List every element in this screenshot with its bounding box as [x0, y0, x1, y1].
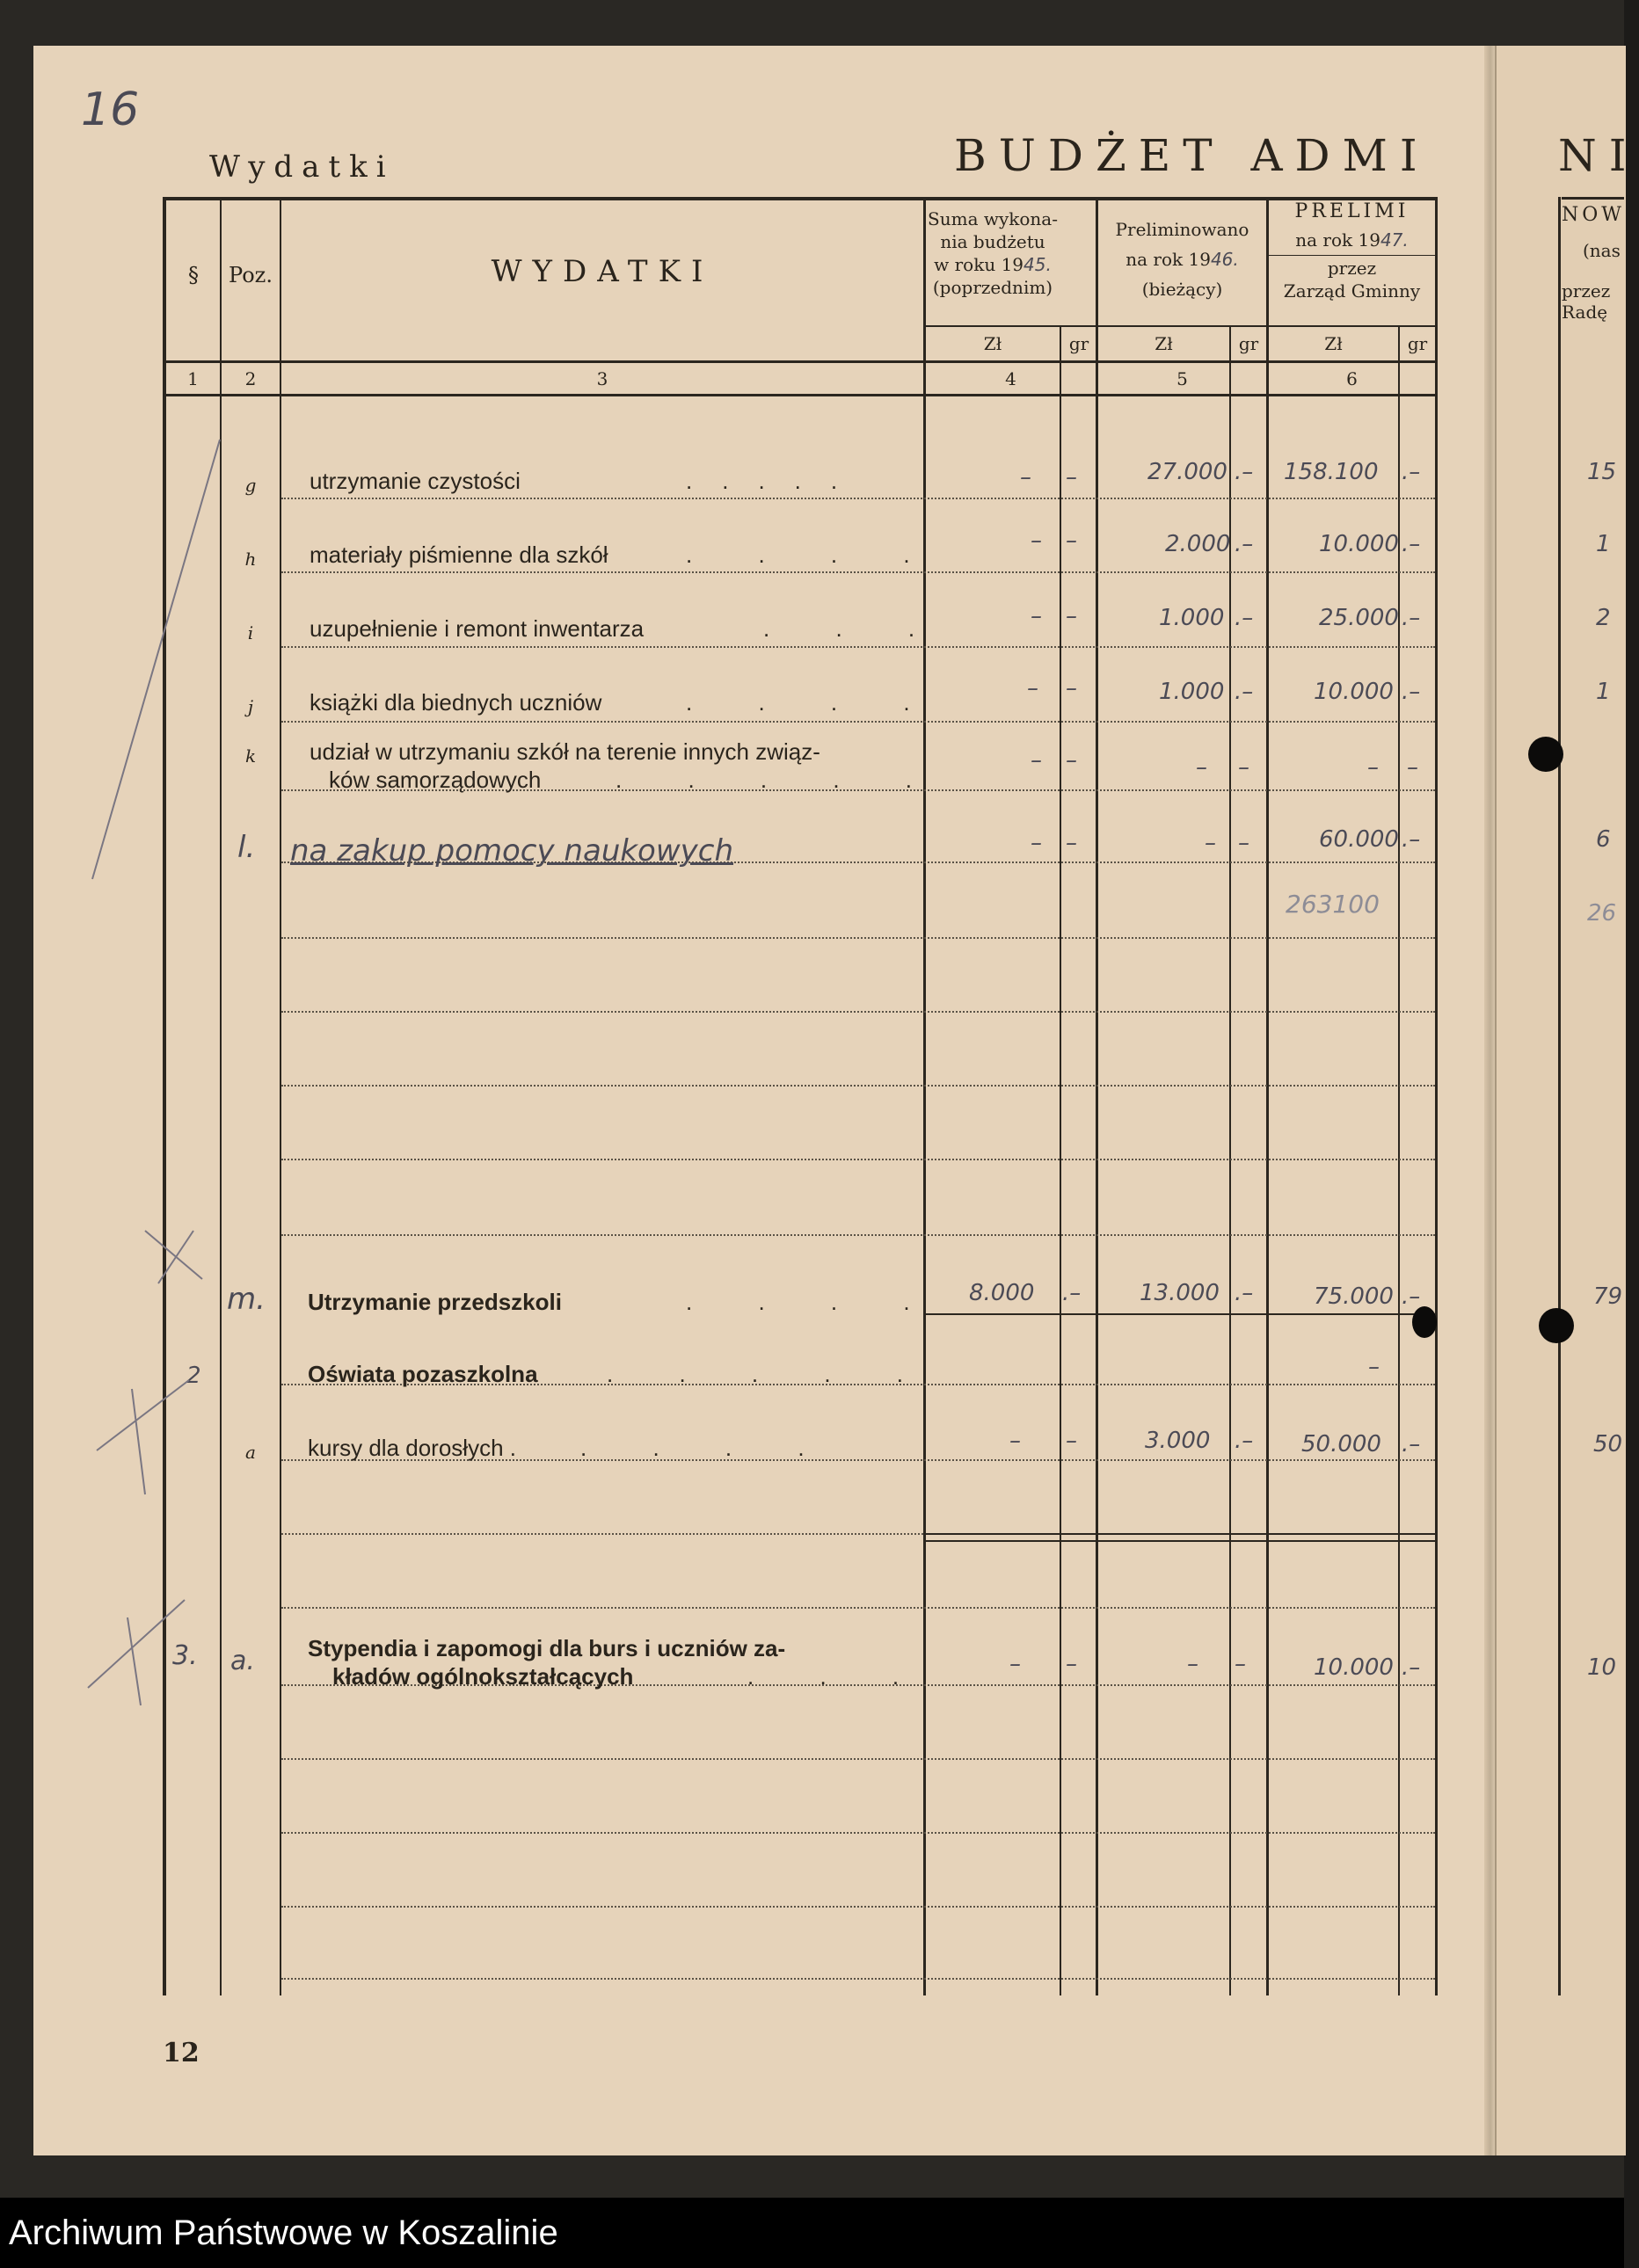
header-rule	[163, 360, 1438, 363]
cell-c4: –	[1009, 1651, 1021, 1677]
col-divider	[1060, 325, 1061, 1995]
cell-c5: –	[1196, 754, 1207, 781]
row-pos: i	[247, 622, 254, 643]
unit-zl: Zł	[1324, 333, 1343, 354]
leader-dots: . . . . .	[607, 1361, 934, 1387]
unit-gr: gr	[1238, 333, 1259, 354]
row-label-cont: kładów ogólnokształcących	[332, 1663, 634, 1690]
next-page-value: 26	[1587, 900, 1617, 927]
cell-c5: 27.000	[1147, 459, 1227, 485]
cell-c5: –	[1187, 1651, 1198, 1677]
leader-dots: . . .	[763, 615, 945, 642]
next-page-title: NI	[1558, 130, 1639, 181]
row-pos: a	[245, 1442, 256, 1463]
cell-c6gr: .–	[1402, 826, 1421, 853]
corner-label: Wydatki	[209, 149, 395, 185]
cell-c5: –	[1205, 830, 1216, 856]
cell-c6: 50.000	[1301, 1431, 1381, 1457]
header-col6-text: na rok 19	[1295, 229, 1380, 251]
row-pos: h	[244, 549, 257, 570]
archive-caption: Archiwum Państwowe w Koszalinie	[0, 2198, 1624, 2268]
cell-c5gr: –	[1238, 830, 1249, 856]
row-label: materiały piśmienne dla szkół	[310, 542, 608, 568]
row-guide	[281, 1085, 1435, 1087]
header-col6-sub: przez	[1327, 258, 1377, 279]
row-guide	[281, 646, 1435, 648]
double-rule	[923, 1540, 1435, 1542]
leader-dots: . . . .	[686, 689, 940, 716]
pencil-marks	[35, 387, 264, 1723]
header-items: WYDATKI	[491, 254, 714, 289]
cell-c4: –	[1031, 603, 1042, 629]
cell-c6: 10.000	[1319, 531, 1399, 557]
next-page-value: 1	[1596, 531, 1611, 557]
row-guide	[281, 1159, 1435, 1160]
header-col4-text: w roku 19	[934, 254, 1024, 275]
cell-c6: 75.000	[1314, 1283, 1394, 1310]
leader-dots: . . . .	[686, 542, 940, 568]
cell-c4gr: –	[1066, 675, 1077, 701]
cell-c6gr: .–	[1402, 1654, 1421, 1681]
row-label: utrzymanie czystości	[310, 468, 521, 494]
cell-c4: –	[1020, 464, 1031, 491]
cell-c5: 2.000	[1165, 531, 1231, 557]
header-col5-line: (bieżący)	[1141, 279, 1223, 300]
header-col4-line: (poprzednim)	[932, 277, 1053, 298]
binder-hole	[1412, 1306, 1437, 1338]
next-page-value: 10	[1587, 1654, 1617, 1681]
row-label: Stypendia i zapomogi dla burs i uczniów za-	[308, 1635, 786, 1661]
col-number: 3	[596, 368, 608, 389]
leader-dots: . . .	[747, 1663, 929, 1690]
binder-hole	[1539, 1308, 1574, 1343]
col-number: 6	[1346, 368, 1358, 389]
cell-c4gr: –	[1066, 1428, 1077, 1454]
table-top-rule	[163, 197, 1438, 200]
cell-c4gr: –	[1066, 1651, 1077, 1677]
cell-c6gr: .–	[1402, 531, 1421, 557]
cell-c4: –	[1031, 747, 1042, 774]
cell-c5gr: .–	[1235, 459, 1254, 485]
row-guide	[281, 1533, 923, 1535]
row-label-handwritten: na zakup pomocy naukowych	[290, 833, 734, 869]
row-label: uzupełnienie i remont inwentarza	[310, 615, 645, 642]
row-guide	[281, 1607, 1435, 1609]
cell-c6: 60.000	[1319, 826, 1399, 853]
cell-c5gr: –	[1235, 1651, 1246, 1677]
next-page-value: 1	[1596, 679, 1611, 705]
leader-dots: . . . .	[580, 1435, 834, 1461]
row-guide	[281, 1832, 1435, 1834]
cell-c6: 25.000	[1319, 605, 1399, 631]
next-page-left-rule	[1558, 197, 1561, 1995]
col-number: 5	[1176, 368, 1188, 389]
row-guide	[281, 571, 1435, 573]
next-page-value: 50	[1593, 1431, 1623, 1457]
cell-c4gr: .–	[1062, 1280, 1082, 1306]
row-pos: a.	[230, 1646, 255, 1676]
next-page-value: 2	[1596, 605, 1611, 631]
cell-c6gr: .–	[1402, 605, 1421, 631]
next-page-value: 79	[1593, 1283, 1623, 1310]
colnum-rule	[163, 394, 1438, 396]
unit-zl: Zł	[983, 333, 1002, 354]
col-number: 2	[244, 368, 257, 389]
row-guide	[281, 1906, 1435, 1908]
unit-gr: gr	[1407, 333, 1428, 354]
units-rule	[923, 325, 1438, 327]
col-number: 1	[187, 368, 199, 389]
cell-c5: 1.000	[1159, 679, 1225, 705]
cell-c5gr: .–	[1235, 679, 1254, 705]
cell-c6gr: .–	[1402, 1283, 1421, 1310]
cell-c4: –	[1009, 1428, 1021, 1454]
col-divider	[280, 197, 281, 1995]
header-col4-line: Suma wykona-	[928, 208, 1058, 229]
col-number: 4	[1005, 368, 1016, 389]
header-col4-year: 45.	[1023, 254, 1052, 275]
row-pos: g	[244, 475, 257, 496]
header-col6	[1269, 200, 1435, 302]
header-col4-year-line	[926, 253, 1060, 276]
leader-dots: . . . . .	[616, 767, 943, 793]
cell-c6gr: –	[1407, 754, 1418, 781]
header-col4-line: nia budżetu	[940, 231, 1045, 252]
cell-c4gr: –	[1066, 527, 1077, 554]
cell-c6: –	[1367, 754, 1379, 781]
col-divider	[923, 197, 926, 1995]
cell-c6: –	[1368, 1354, 1380, 1380]
header-col6-sub: Zarząd Gminny	[1283, 280, 1421, 302]
row-pos: j	[247, 696, 254, 717]
header-col4	[926, 207, 1060, 299]
header-col6-year-line	[1269, 229, 1435, 251]
row-guide	[281, 1758, 1435, 1760]
cell-c5: 13.000	[1140, 1280, 1220, 1306]
col6-inner-rule	[1269, 255, 1435, 256]
row-label-cont: ków samorządowych	[329, 767, 542, 793]
leader-dots: . . . .	[686, 1289, 940, 1315]
next-page-header: NOW	[1562, 204, 1625, 226]
folio-mark: 16	[81, 84, 140, 136]
row-label: Utrzymanie przedszkoli	[308, 1289, 562, 1315]
col-divider	[1398, 325, 1400, 1995]
header-col5-year: 46.	[1210, 249, 1239, 270]
row-pos: m.	[227, 1282, 266, 1317]
header-col5-year-line	[1098, 248, 1266, 271]
page-title: BUDŻET ADMI	[954, 130, 1430, 181]
binder-hole	[1528, 737, 1563, 772]
row-guide	[281, 1234, 1435, 1236]
cell-c6gr: .–	[1402, 1431, 1421, 1457]
row-label: kursy dla dorosłych .	[308, 1435, 516, 1461]
cell-c4gr: –	[1066, 830, 1077, 856]
row-pos: l.	[237, 830, 256, 865]
cell-c4gr: –	[1066, 464, 1077, 491]
double-rule	[923, 1533, 1435, 1535]
cell-c4: –	[1031, 527, 1042, 554]
row-guide	[281, 1011, 1435, 1013]
cell-c5gr: –	[1238, 754, 1249, 781]
cell-c4: –	[1031, 830, 1042, 856]
row-guide	[281, 721, 1435, 723]
col-divider	[1266, 197, 1269, 1995]
header-col5-line: Preliminowano	[1115, 219, 1249, 240]
row-pos: k	[244, 745, 257, 767]
next-page-header: Radę	[1562, 302, 1608, 323]
row-label: udział w utrzymaniu szkół na terenie innych związ-	[310, 738, 820, 765]
header-col5-text: na rok 19	[1125, 249, 1211, 270]
header-col6-top: PRELIMI	[1294, 200, 1410, 222]
cell-c6: 158.100	[1284, 459, 1379, 485]
cell-c6gr: .–	[1402, 679, 1421, 705]
cell-c6: 10.000	[1314, 679, 1394, 705]
section-label: Oświata pozaszkolna	[308, 1361, 538, 1387]
row-label: książki dla biednych uczniów	[310, 689, 602, 716]
next-page-header: (nas	[1583, 240, 1621, 261]
unit-zl: Zł	[1155, 333, 1173, 354]
cell-c4: 8.000	[969, 1280, 1035, 1306]
section-number: 3.	[172, 1640, 198, 1671]
cell-c4: –	[1027, 675, 1038, 701]
header-col6-year: 47.	[1380, 229, 1409, 251]
cell-c5: 1.000	[1159, 605, 1225, 631]
cell-c4gr: –	[1066, 747, 1077, 774]
leader-dots: .....	[686, 468, 868, 494]
col-divider	[1096, 197, 1098, 1995]
page-number: 12	[163, 2038, 200, 2068]
col-divider	[1229, 325, 1231, 1995]
table-right-rule	[1435, 197, 1438, 1995]
cell-c6: 10.000	[1314, 1654, 1394, 1681]
cell-c5: 3.000	[1145, 1428, 1211, 1454]
cell-c5gr: .–	[1235, 1280, 1254, 1306]
row-guide	[281, 937, 1435, 939]
next-page-header: przez	[1562, 280, 1611, 302]
section-number: 2	[186, 1363, 201, 1389]
cell-c4gr: –	[1066, 603, 1077, 629]
next-page-rule	[1562, 197, 1624, 200]
pencil-subtotal: 263100	[1286, 890, 1380, 919]
przedszkola-rule	[923, 1313, 1435, 1315]
header-pos: Poz.	[229, 263, 273, 287]
cell-c6gr: .–	[1402, 459, 1421, 485]
cell-c5gr: .–	[1235, 605, 1254, 631]
cell-c5gr: .–	[1235, 531, 1254, 557]
header-section: §	[188, 263, 199, 287]
row-guide	[281, 1978, 1435, 1980]
cell-c5gr: .–	[1235, 1428, 1254, 1454]
next-page-value: 15	[1587, 459, 1617, 485]
unit-gr: gr	[1068, 333, 1089, 354]
next-page-value: 6	[1596, 826, 1611, 853]
row-guide	[281, 498, 1435, 499]
header-col5	[1098, 218, 1266, 301]
